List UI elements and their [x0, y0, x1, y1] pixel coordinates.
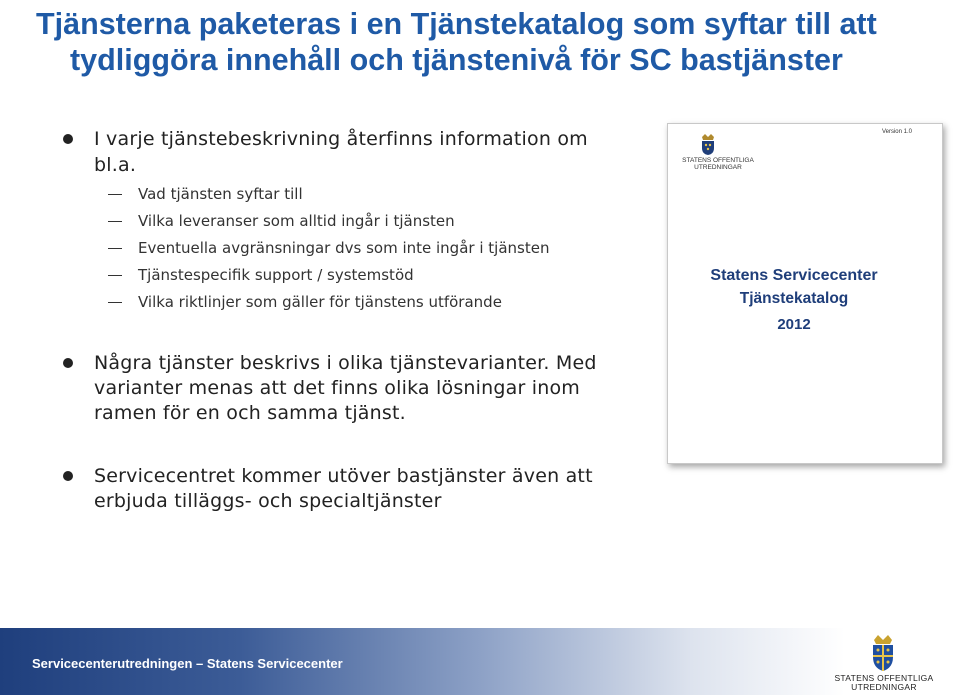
bullet-1-line-1: I varje tjänstebeskrivning återfinns information om [94, 128, 588, 150]
dash-marker [108, 302, 122, 303]
catalog-org-line-1: STATENS OFFENTLIGA [682, 157, 754, 164]
bullet-2-line-3: ramen för en och samma tjänst. [94, 402, 406, 424]
catalog-year: 2012 [777, 316, 811, 333]
dash-marker [108, 221, 122, 222]
crest-icon [868, 634, 898, 672]
catalog-org-name [682, 157, 754, 171]
sub-item-text: Vilka leveranser som alltid ingår i tjänsten [138, 212, 455, 230]
sub-item-text: Eventuella avgränsningar dvs som inte ingår i tjänsten [138, 239, 550, 257]
slide-title-line-1: Tjänsterna paketeras i en Tjänstekatalog som syftar till att [36, 7, 877, 41]
crest-icon [698, 134, 718, 156]
slide-title [36, 6, 936, 78]
bullet-3-line-2: erbjuda tilläggs- och specialtjänster [94, 490, 442, 512]
bullet-dot [63, 358, 73, 368]
catalog-cover-image [667, 123, 943, 464]
catalog-org-line-2: UTREDNINGAR [694, 164, 742, 171]
dash-marker [108, 248, 122, 249]
slide-title-line-2: tydliggöra innehåll och tjänstenivå för SC bastjänster [70, 43, 843, 77]
bullet-2-line-2: varianter menas att det finns olika lösningar inom [94, 377, 580, 399]
footer-logo-line-2: UTREDNINGAR [851, 682, 917, 692]
footer-bar [0, 628, 960, 695]
footer-text: Servicecenterutredningen – Statens Servicecenter [32, 656, 343, 671]
footer-logo [828, 634, 940, 694]
bullet-2-line-1: Några tjänster beskrivs i olika tjänstevarianter. Med [94, 352, 597, 374]
dash-marker [108, 275, 122, 276]
bullet-3-line-1: Servicecentret kommer utöver bastjänster även att [94, 465, 593, 487]
catalog-version: Version 1.0 [881, 129, 912, 135]
bullet-1-line-2: bl.a. [94, 154, 137, 176]
footer-logo-line-1: STATENS OFFENTLIGA [834, 673, 934, 683]
dash-marker [108, 194, 122, 195]
bullet-dot [63, 134, 73, 144]
sub-item-text: Vad tjänsten syftar till [138, 185, 303, 203]
sub-item-text: Tjänstespecifik support / systemstöd [138, 266, 414, 284]
footer-logo-text [828, 674, 940, 692]
catalog-subtitle: Tjänstekatalog [739, 290, 849, 307]
sub-item-text: Vilka riktlinjer som gäller för tjänstens utförande [138, 293, 502, 311]
catalog-title: Statens Servicecenter [710, 267, 878, 284]
bullet-dot [63, 471, 73, 481]
